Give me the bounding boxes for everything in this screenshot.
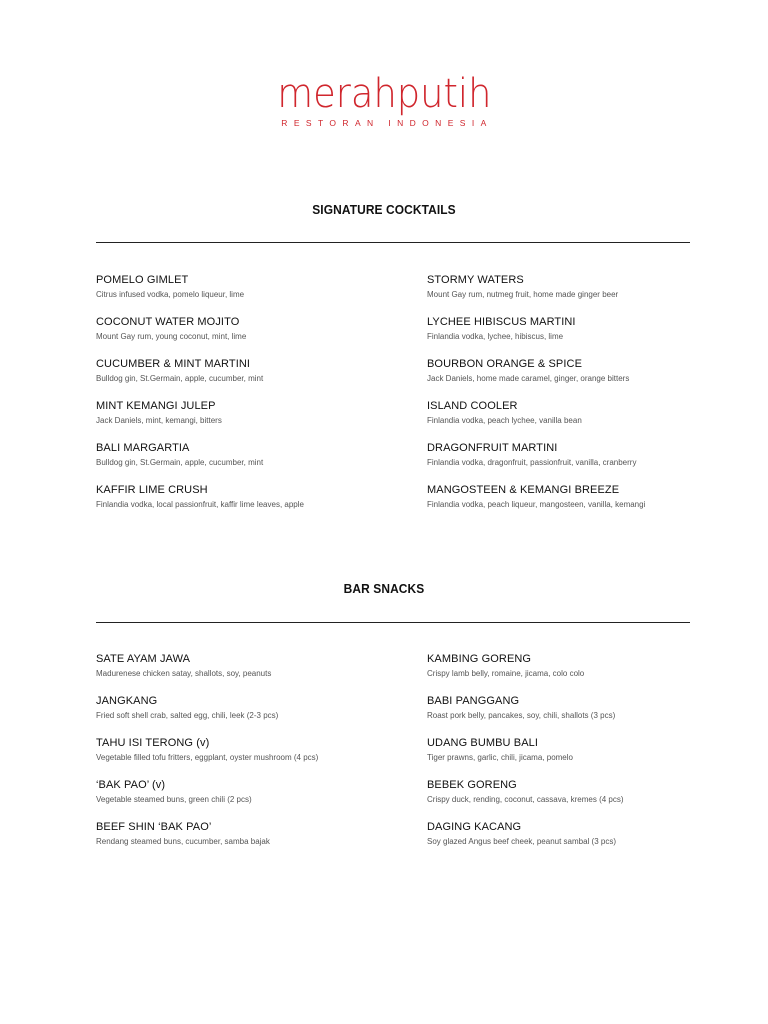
- item-description: Jack Daniels, mint, kemangi, bitters: [96, 416, 222, 425]
- item-description: Finlandia vodka, lychee, hibiscus, lime: [427, 332, 564, 341]
- item-name: BABI PANGGANG: [427, 695, 520, 707]
- item-name: KAMBING GORENG: [427, 653, 532, 665]
- item-name: STORMY WATERS: [427, 274, 524, 286]
- item-description: Madurenese chicken satay, shallots, soy, peanuts: [96, 669, 272, 678]
- menu-item: [96, 358, 396, 384]
- item-description: Crispy duck, rending, coconut, cassava, kremes (4 pcs): [427, 795, 624, 804]
- menu-item: [427, 274, 727, 300]
- item-description: Tiger prawns, garlic, chili, jicama, pomelo: [427, 753, 573, 762]
- menu-item: [427, 442, 727, 468]
- menu-item: [427, 316, 727, 342]
- item-name: MINT KEMANGI JULEP: [96, 400, 216, 412]
- item-description: Finlandia vodka, peach liqueur, mangosteen, vanilla, kemangi: [427, 500, 646, 509]
- item-description: Crispy lamb belly, romaine, jicama, colo colo: [427, 669, 585, 678]
- menu-item: [96, 316, 396, 342]
- cocktails-divider: [96, 242, 690, 243]
- item-description: Finlandia vodka, dragonfruit, passionfruit, vanilla, cranberry: [427, 458, 637, 467]
- item-name: BEBEK GORENG: [427, 779, 517, 791]
- item-description: Rendang steamed buns, cucumber, samba bajak: [96, 837, 270, 846]
- item-name: COCONUT WATER MOJITO: [96, 316, 240, 328]
- item-description: Bulldog gin, St.Germain, apple, cucumber, mint: [96, 458, 264, 467]
- snacks-section-title: BAR SNACKS: [343, 581, 425, 596]
- menu-item: [96, 274, 396, 300]
- menu-item: [427, 821, 727, 847]
- menu-item: [427, 737, 727, 763]
- menu-item: [427, 653, 727, 679]
- item-name: DAGING KACANG: [427, 821, 522, 833]
- item-description: Mount Gay rum, young coconut, mint, lime: [96, 332, 247, 341]
- item-name: UDANG BUMBU BALI: [427, 737, 539, 749]
- item-name: JANGKANG: [96, 695, 158, 707]
- cocktails-section-title: SIGNATURE COCKTAILS: [312, 202, 456, 217]
- menu-item: [427, 779, 727, 805]
- menu-item: [427, 358, 727, 384]
- menu-item: [427, 400, 727, 426]
- item-description: Finlandia vodka, local passionfruit, kaffir lime leaves, apple: [96, 500, 304, 509]
- menu-item: [96, 821, 396, 847]
- menu-item: [96, 442, 396, 468]
- item-name: KAFFIR LIME CRUSH: [96, 484, 208, 496]
- item-name: MANGOSTEEN & KEMANGI BREEZE: [427, 484, 620, 496]
- menu-item: [96, 695, 396, 721]
- item-name: TAHU ISI TERONG (v): [96, 737, 210, 749]
- item-description: Soy glazed Angus beef cheek, peanut sambal (3 pcs): [427, 837, 617, 846]
- item-name: BEEF SHIN ‘BAK PAO’: [96, 821, 212, 833]
- item-name: BALI MARGARTIA: [96, 442, 190, 454]
- item-description: Finlandia vodka, peach lychee, vanilla bean: [427, 416, 582, 425]
- snacks-divider: [96, 622, 690, 623]
- item-description: Vegetable steamed buns, green chili (2 pcs): [96, 795, 252, 804]
- restaurant-logo: [0, 72, 768, 128]
- menu-item: [96, 484, 396, 510]
- item-description: Roast pork belly, pancakes, soy, chili, shallots (3 pcs): [427, 711, 616, 720]
- item-name: LYCHEE HIBISCUS MARTINI: [427, 316, 576, 328]
- item-name: POMELO GIMLET: [96, 274, 189, 286]
- item-description: Bulldog gin, St.Germain, apple, cucumber, mint: [96, 374, 264, 383]
- menu-item: [96, 779, 396, 805]
- item-name: ‘BAK PAO’ (v): [96, 779, 166, 791]
- item-name: BOURBON ORANGE & SPICE: [427, 358, 583, 370]
- item-name: CUCUMBER & MINT MARTINI: [96, 358, 251, 370]
- item-description: Vegetable filled tofu fritters, eggplant, oyster mushroom (4 pcs): [96, 753, 319, 762]
- item-description: Mount Gay rum, nutmeg fruit, home made ginger beer: [427, 290, 619, 299]
- menu-item: [96, 737, 396, 763]
- item-description: Citrus infused vodka, pomelo liqueur, lime: [96, 290, 245, 299]
- menu-item: [96, 653, 396, 679]
- menu-item: [427, 484, 727, 510]
- item-description: Jack Daniels, home made caramel, ginger, orange bitters: [427, 374, 630, 383]
- menu-item: [427, 695, 727, 721]
- logo-wordmark: merahputih: [276, 71, 492, 117]
- item-name: ISLAND COOLER: [427, 400, 518, 412]
- item-name: SATE AYAM JAWA: [96, 653, 191, 665]
- logo-tagline: RESTORAN INDONESIA: [281, 118, 493, 128]
- item-description: Fried soft shell crab, salted egg, chili, leek (2-3 pcs): [96, 711, 279, 720]
- item-name: DRAGONFRUIT MARTINI: [427, 442, 558, 454]
- menu-item: [96, 400, 396, 426]
